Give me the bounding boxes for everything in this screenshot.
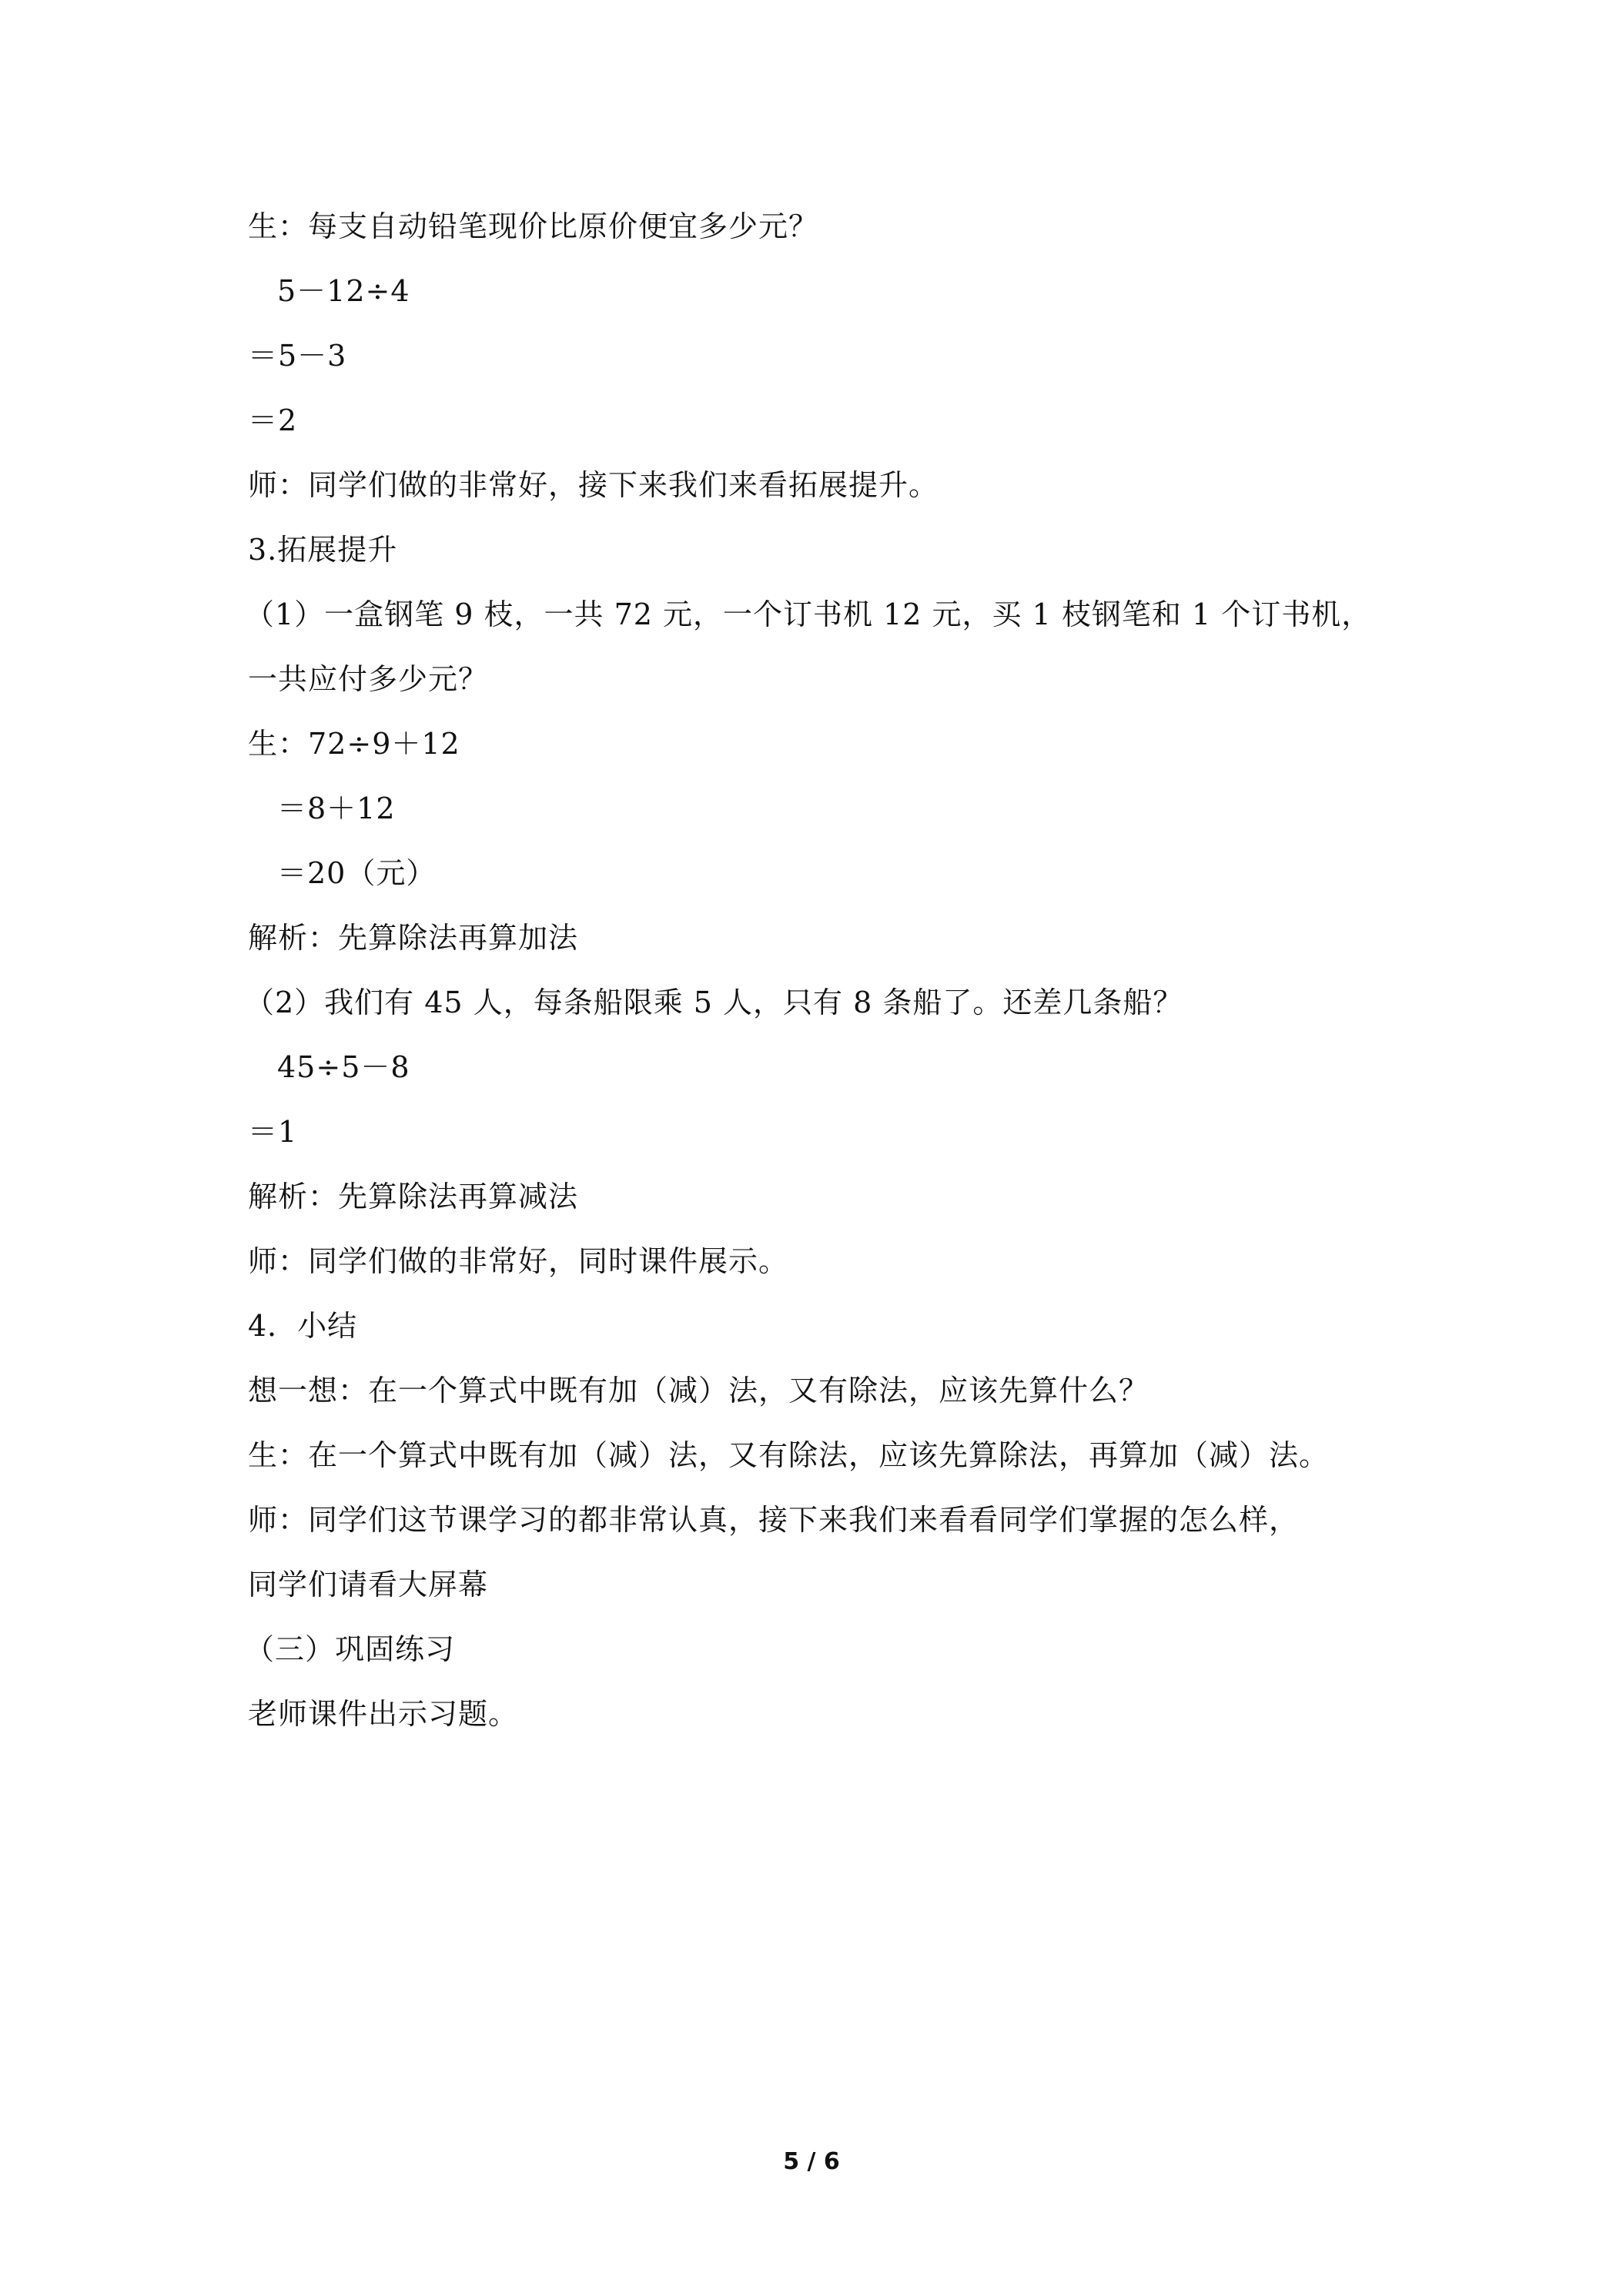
equation-line: ＝1 [248,1115,298,1149]
text-line: 师：同学们这节课学习的都非常认真，接下来我们来看看同学们掌握的怎么样， [248,1503,1300,1537]
equation-line: ＝8＋12 [277,792,396,825]
question-line: 一共应付多少元？ [248,662,489,696]
equation-line: 5－12÷4 [277,274,410,308]
text-line: 想一想：在一个算式中既有加（减）法，又有除法，应该先算什么？ [248,1374,1149,1407]
analysis-line: 解析：先算除法再算减法 [248,1180,579,1213]
text-line: 生：每支自动铅笔现价比原价便宜多少元？ [248,209,819,243]
answer-line: 生：72÷9＋12 [248,727,460,761]
question-line: （1）一盒钢笔 9 枝，一共 72 元，一个订书机 12 元，买 1 枝钢笔和 1 个订书机， [245,597,1372,631]
section-heading: 3.拓展提升 [248,533,398,567]
equation-line: ＝20（元） [277,856,437,890]
page-number: 5 / 6 [783,2148,840,2175]
equation-line: ＝5－3 [248,339,347,373]
question-line: （2）我们有 45 人，每条船限乘 5 人，只有 8 条船了。还差几条船？ [245,986,1183,1019]
equation-line: ＝2 [248,403,298,437]
section-heading: （三）巩固练习 [245,1632,456,1666]
text-line: 师：同学们做的非常好，接下来我们来看拓展提升。 [248,468,939,502]
text-line: 师：同学们做的非常好，同时课件展示。 [248,1244,789,1278]
section-heading: 4．小结 [248,1309,358,1343]
analysis-line: 解析：先算除法再算加法 [248,921,579,955]
answer-line: 生：在一个算式中既有加（减）法，又有除法，应该先算除法，再算加（减）法。 [248,1438,1330,1472]
text-line: 老师课件出示习题。 [248,1697,519,1731]
text-line: 同学们请看大屏幕 [248,1568,489,1602]
equation-line: 45÷5－8 [277,1050,410,1084]
